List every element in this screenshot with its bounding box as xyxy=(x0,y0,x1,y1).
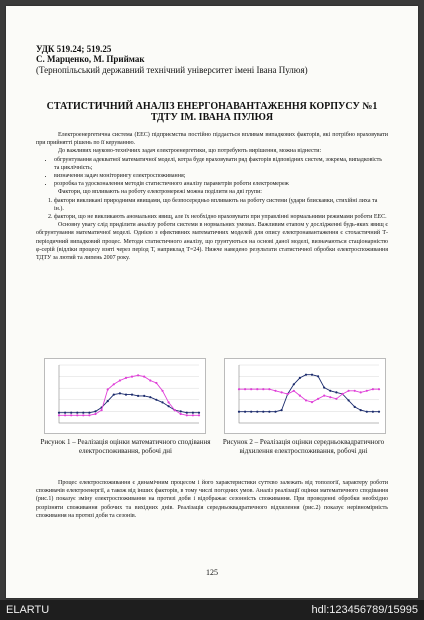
data-point xyxy=(293,390,295,392)
data-point xyxy=(281,409,283,411)
data-point xyxy=(186,414,188,416)
data-point xyxy=(348,390,350,392)
data-point xyxy=(58,414,60,416)
data-point xyxy=(125,394,127,396)
data-point xyxy=(262,411,264,413)
data-point xyxy=(256,388,258,390)
data-point xyxy=(360,409,362,411)
numbered-list xyxy=(36,197,388,222)
paragraph: До важливих науково-технічних задач електроенергетики, що потребують вирішення, можна віднести: xyxy=(58,148,322,155)
data-point xyxy=(192,412,194,414)
data-point xyxy=(180,413,182,415)
footer-handle: hdl:123456789/15995 xyxy=(311,604,418,616)
data-point xyxy=(88,414,90,416)
udk-code: УДК 519.24; 519.25 xyxy=(36,44,112,54)
affiliation: (Тернопільський державний технічний університет імені Івана Пулюя) xyxy=(36,65,308,75)
authors: С. Марценко, М. Приймак xyxy=(36,54,145,64)
data-point xyxy=(131,376,133,378)
data-point xyxy=(311,401,313,403)
data-point xyxy=(244,411,246,413)
body-section-2 xyxy=(36,479,388,520)
data-point xyxy=(348,399,350,401)
data-point xyxy=(113,383,115,385)
data-point xyxy=(360,391,362,393)
list-item: 2. фактори, що не викликають аномальних явищ, але їх необхідно враховувати при управлінні нормальними режимами роботи ЕЕС. xyxy=(54,213,388,221)
paragraph: Електроенергетична система (ЕЕС) підприємства постійно піддається впливам випадкових факторів, які потрібно враховувати при прийнятті рішень по її керуванню. xyxy=(36,132,388,147)
data-point xyxy=(366,390,368,392)
data-point xyxy=(64,414,66,416)
data-point xyxy=(149,396,151,398)
axis xyxy=(239,365,379,423)
data-point xyxy=(335,398,337,400)
axis xyxy=(59,365,199,423)
data-point xyxy=(76,412,78,414)
data-point xyxy=(161,390,163,392)
data-point xyxy=(238,411,240,413)
footer-repository-label: ELARTU xyxy=(6,604,50,616)
data-point xyxy=(198,414,200,416)
data-point xyxy=(125,377,127,379)
data-point xyxy=(82,414,84,416)
data-point xyxy=(299,395,301,397)
chart-2 xyxy=(224,358,386,434)
list-item: • визначення задач моніторингу електроспоживання; xyxy=(54,172,388,180)
data-point xyxy=(186,412,188,414)
data-point xyxy=(354,390,356,392)
data-point xyxy=(137,395,139,397)
data-point xyxy=(198,412,200,414)
data-point xyxy=(329,390,331,392)
data-point xyxy=(323,395,325,397)
data-point xyxy=(168,401,170,403)
footer-bar xyxy=(0,600,424,620)
data-point xyxy=(107,400,109,402)
data-point xyxy=(372,388,374,390)
data-point xyxy=(299,377,301,379)
data-point xyxy=(82,412,84,414)
data-point xyxy=(119,392,121,394)
data-point xyxy=(317,375,319,377)
data-point xyxy=(293,383,295,385)
data-point xyxy=(143,376,145,378)
data-point xyxy=(58,412,60,414)
paragraph: Основну увагу слід приділити аналізу роботи системи в нормальних умовах. Важливим етапом у дослідженні будь-яких явищ є обгрунтування математичної моделі. Однією з ефективних математичних моделей для опису електронавантаження є стохастичний Т-періодичний випадковий процес. Методи статистичного аналізу, що грунтуються на основі даної моделі, визначаються стаціонарністю φ-серій (відліки процесу взяті через період Т, наприклад Т=24). Нижче наведено результати статистичної обробки електроспоживання ТДТУ за лютий та липень 2007 року. xyxy=(36,222,388,262)
data-point xyxy=(168,405,170,407)
data-point xyxy=(94,410,96,412)
data-point xyxy=(366,411,368,413)
data-point xyxy=(341,393,343,395)
data-point xyxy=(70,412,72,414)
data-point xyxy=(372,411,374,413)
data-point xyxy=(281,391,283,393)
data-point xyxy=(149,379,151,381)
data-point xyxy=(250,411,252,413)
figure-2-caption: Рисунок 2 – Реалізація оцінки середньоквадратичного відхилення електроспоживання, робочі дні xyxy=(222,438,385,455)
data-point xyxy=(311,374,313,376)
series-line-2 xyxy=(239,389,379,402)
data-point xyxy=(305,374,307,376)
data-point xyxy=(180,410,182,412)
data-point xyxy=(88,412,90,414)
data-point xyxy=(244,388,246,390)
data-point xyxy=(274,411,276,413)
list-item: 1. фактори викликані природними явищами, що безпосередньо впливають на роботу системи (удари блискавки, стихійні лиха та ін.). xyxy=(54,197,388,213)
data-point xyxy=(174,409,176,411)
paper-title: СТАТИСТИЧНИЙ АНАЛІЗ ЕНЕРГОНАВАНТАЖЕННЯ КОРПУСУ №1 ТДТУ ІМ. ІВАНА ПУЛЮЯ xyxy=(46,101,378,123)
data-point xyxy=(274,390,276,392)
data-point xyxy=(192,414,194,416)
data-point xyxy=(378,388,380,390)
data-point xyxy=(70,414,72,416)
data-point xyxy=(317,398,319,400)
body-section-1 xyxy=(36,131,388,262)
data-point xyxy=(137,374,139,376)
series-line-1 xyxy=(59,393,199,412)
data-point xyxy=(155,399,157,401)
page-number: 125 xyxy=(206,568,218,577)
data-point xyxy=(287,393,289,395)
chart-1 xyxy=(44,358,206,434)
data-point xyxy=(94,413,96,415)
data-point xyxy=(119,379,121,381)
data-point xyxy=(250,388,252,390)
data-point xyxy=(161,401,163,403)
data-point xyxy=(262,388,264,390)
data-point xyxy=(155,382,157,384)
data-point xyxy=(143,395,145,397)
data-point xyxy=(378,411,380,413)
data-point xyxy=(113,394,115,396)
data-point xyxy=(131,394,133,396)
list-item: • обгрунтування адекватної математичної моделі, котра буде враховувати ряд факторів відповідних систем, зокрема, випадковість та циклічність; xyxy=(54,156,388,172)
data-point xyxy=(268,388,270,390)
data-point xyxy=(256,411,258,413)
document-page xyxy=(6,6,418,598)
paragraph: Процес електроспоживання є динамічним процесом і його характеристики суттєво залежать від топології, характеру роботи споживачів електроенергії, а також від інших факторів, в тому числі погодних умов. Аналіз реалізації оцінки математичного сподівання (рис.1) показує зміну електроспоживання на протязі доби і відображає сезонність споживання. При проведенні обробки необхідно розрізняти споживання робочих та вихідних днів. Реалізація середньоквадратичного відхилення (рис.2) показує нерівномірність споживання на протязі доби та сезонів. xyxy=(36,480,388,519)
paragraph: Фактори, що впливають на роботу електромережі можна поділити на дві групи: xyxy=(58,189,262,196)
data-point xyxy=(101,409,103,411)
bullet-list xyxy=(36,156,388,189)
data-point xyxy=(64,412,66,414)
series-line-2 xyxy=(59,375,199,415)
data-point xyxy=(354,406,356,408)
data-point xyxy=(305,399,307,401)
data-point xyxy=(268,411,270,413)
data-point xyxy=(107,388,109,390)
data-point xyxy=(238,388,240,390)
series-line-1 xyxy=(239,375,379,412)
data-point xyxy=(335,391,337,393)
list-item: • розробка та удосконалення методів статистичного аналізу параметрів роботи електромереж xyxy=(54,180,388,188)
data-point xyxy=(323,387,325,389)
data-point xyxy=(329,396,331,398)
figure-1-caption: Рисунок 1 – Реалізація оцінки математичного сподівання електроспоживання, робочі дні xyxy=(40,438,211,455)
data-point xyxy=(76,414,78,416)
